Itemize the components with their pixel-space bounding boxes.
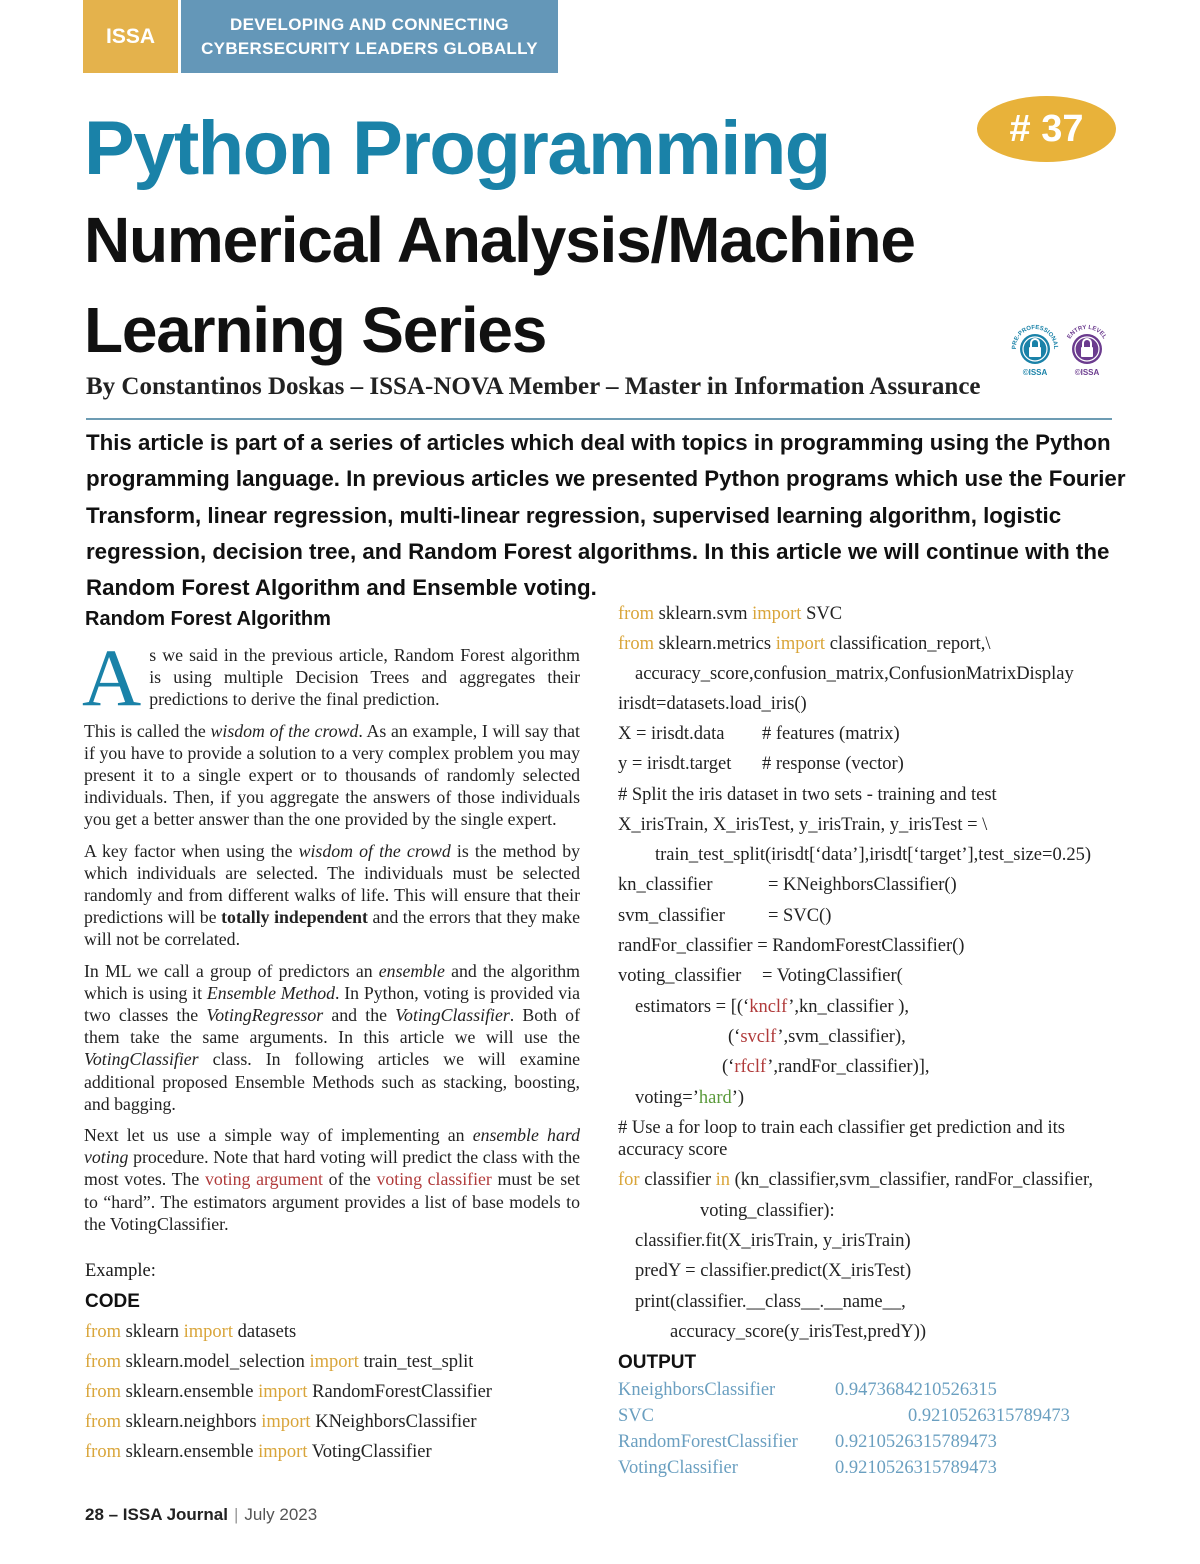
tagline-line-1: DEVELOPING AND CONNECTING [230,14,509,34]
code-line: from sklearn.model_selection import train_test_split [85,1352,474,1372]
code-comment: # Use a for loop to train each classifier get prediction and its [618,1118,1065,1138]
article-title: Python Programming [84,106,830,191]
article-subtitle-line-1: Numerical Analysis/Machine [84,204,915,276]
code-line: y = irisdt.target [618,754,732,774]
code-comment: # response (vector) [762,754,904,774]
header-divider [86,418,1112,420]
code-line: from sklearn.ensemble import VotingClassifier [85,1442,432,1462]
issa-tab: ISSA [83,0,178,73]
code-line: for classifier in (kn_classifier,svm_classifier, randFor_classifier, [618,1170,1094,1190]
pre-professional-badge-icon [1010,322,1060,378]
code-line: classifier.fit(X_irisTrain, y_irisTrain) [635,1231,911,1251]
series-number-badge: # 37 [977,96,1116,162]
paragraph-key-factor: A key factor when using the wisdom of the crowd is the method by which individuals are selected. The individuals must be selected randomly and from different walks of life. This will ensure that their predictions will be totally independent and the errors that they make will not be correlated. [84,840,580,950]
output-score: 0.9210526315789473 [835,1458,997,1478]
example-label: Example: [85,1261,156,1281]
output-score: 0.9473684210526315 [835,1380,997,1400]
abstract-line: regression, decision tree, and Random Forest algorithms. In this article we will continue with the [86,538,1110,564]
tagline-line-2: CYBERSECURITY LEADERS GLOBALLY [201,38,538,58]
abstract-line: programming language. In previous articles we presented Python programs which use the Fourier [86,466,1126,492]
tagline-band [181,0,558,73]
code-line: X = irisdt.data [618,724,725,744]
paragraph-ensemble: In ML we call a group of predictors an ensemble and the algorithm which is using it Ensemble Method. In Python, voting is provided via two classes the VotingRegressor and the VotingClassifier. Both of them take the same arguments. In this article we will use the VotingClassifier class. In following articles we will examine additional proposed Ensemble Methods such as stacking, boosting, and bagging. [84,960,581,1114]
code-line: voting_classifier): [700,1201,835,1221]
footer-page-number: 28 – ISSA Journal [85,1505,228,1524]
footer-separator: | [233,1505,239,1524]
code-line: voting_classifier [618,966,742,986]
code-line: from sklearn import datasets [85,1322,297,1342]
svg-text:PRE-PROFESSIONAL: PRE-PROFESSIONAL [1011,324,1059,350]
code-line: irisdt=datasets.load_iris() [618,694,807,714]
output-classifier-name: RandomForestClassifier [618,1432,798,1452]
svg-text:©ISSA: ©ISSA [1074,368,1100,377]
author-byline: By Constantinos Doskas – ISSA-NOVA Member – Master in Information Assurance [86,373,981,400]
paragraph-hard-voting: Next let us use a simple way of implementing an ensemble hard voting procedure. Note that hard voting will predict the class with the most votes. The voting argument of the voting classifier must be set to “hard”. The estimators argument provides a list of base models to the VotingClassifier. [84,1125,581,1234]
output-label: OUTPUT [618,1352,697,1373]
code-comment: # features (matrix) [762,724,900,744]
article-subtitle-line-2: Learning Series [84,294,547,366]
output-score: 0.9210526315789473 [835,1432,997,1452]
code-line: (‘rfclf’,randFor_classifier)], [722,1057,930,1077]
svg-text:©ISSA: ©ISSA [1022,368,1048,377]
code-line: = SVC() [768,906,832,926]
code-line: print(classifier.__class__.__name__, [635,1292,906,1312]
page-footer [85,1505,317,1525]
abstract-line: This article is part of a series of articles which deal with topics in programming using the Python [86,430,1111,455]
dropcap-letter: A [82,632,142,723]
output-classifier-name: VotingClassifier [618,1458,738,1478]
code-comment: # Split the iris dataset in two sets - training and test [618,785,997,805]
article-abstract [86,425,1126,606]
code-line: estimators = [(‘knclf’,kn_classifier ), [635,997,909,1017]
code-line: = KNeighborsClassifier() [768,875,957,895]
footer-date: July 2023 [244,1505,318,1524]
code-line: from sklearn.metrics import classification_report,\ [618,634,991,654]
paragraph-wisdom: This is called the wisdom of the crowd. As an example, I will say that if you have to provide a solution to a very complex problem you may present it to a single expert or to thousands of randomly selected individuals. Then, if you aggregate the answers of those individuals you get a better answer than the one provided by the single expert. [84,720,580,830]
code-line: kn_classifier [618,875,713,895]
output-classifier-name: SVC [618,1406,654,1426]
code-line: from sklearn.svm import SVC [618,604,843,624]
code-line: from sklearn.ensemble import RandomForestClassifier [85,1382,492,1402]
output-classifier-name: KneighborsClassifier [618,1380,776,1400]
code-line: voting=’hard’) [635,1088,745,1108]
code-line: from sklearn.neighbors import KNeighborsClassifier [85,1412,477,1432]
paragraph-intro: As we said in the previous article, Random Forest algorithm is using multiple Decision Trees and aggregates their predictions to derive the final prediction. [82,632,580,723]
section-heading-random-forest: Random Forest Algorithm [85,608,331,630]
code-line: predY = classifier.predict(X_irisTest) [635,1261,912,1281]
code-line: X_irisTrain, X_irisTest, y_irisTrain, y_irisTest = \ [618,815,988,835]
code-line: accuracy_score(y_irisTest,predY)) [670,1322,927,1342]
code-line: randFor_classifier = RandomForestClassifier() [618,936,965,956]
code-line: = VotingClassifier( [762,966,903,986]
output-score: 0.9210526315789473 [908,1406,1070,1426]
code-line: (‘svclf’,svm_classifier), [728,1027,906,1047]
abstract-line: Transform, linear regression, multi-linear regression, supervised learning algorithm, logistic [86,502,1062,528]
code-comment: accuracy score [618,1140,728,1160]
left-column-body [82,632,581,1244]
code-line: svm_classifier [618,906,725,926]
code-label: CODE [85,1291,140,1312]
entry-level-badge-icon [1062,322,1112,378]
code-line: accuracy_score,confusion_matrix,ConfusionMatrixDisplay [635,664,1074,684]
abstract-line: Random Forest Algorithm and Ensemble voting. [86,575,597,601]
code-line: train_test_split(irisdt[‘data’],irisdt[‘target’],test_size=0.25) [655,845,1091,865]
svg-text:ENTRY LEVEL: ENTRY LEVEL [1066,324,1108,341]
